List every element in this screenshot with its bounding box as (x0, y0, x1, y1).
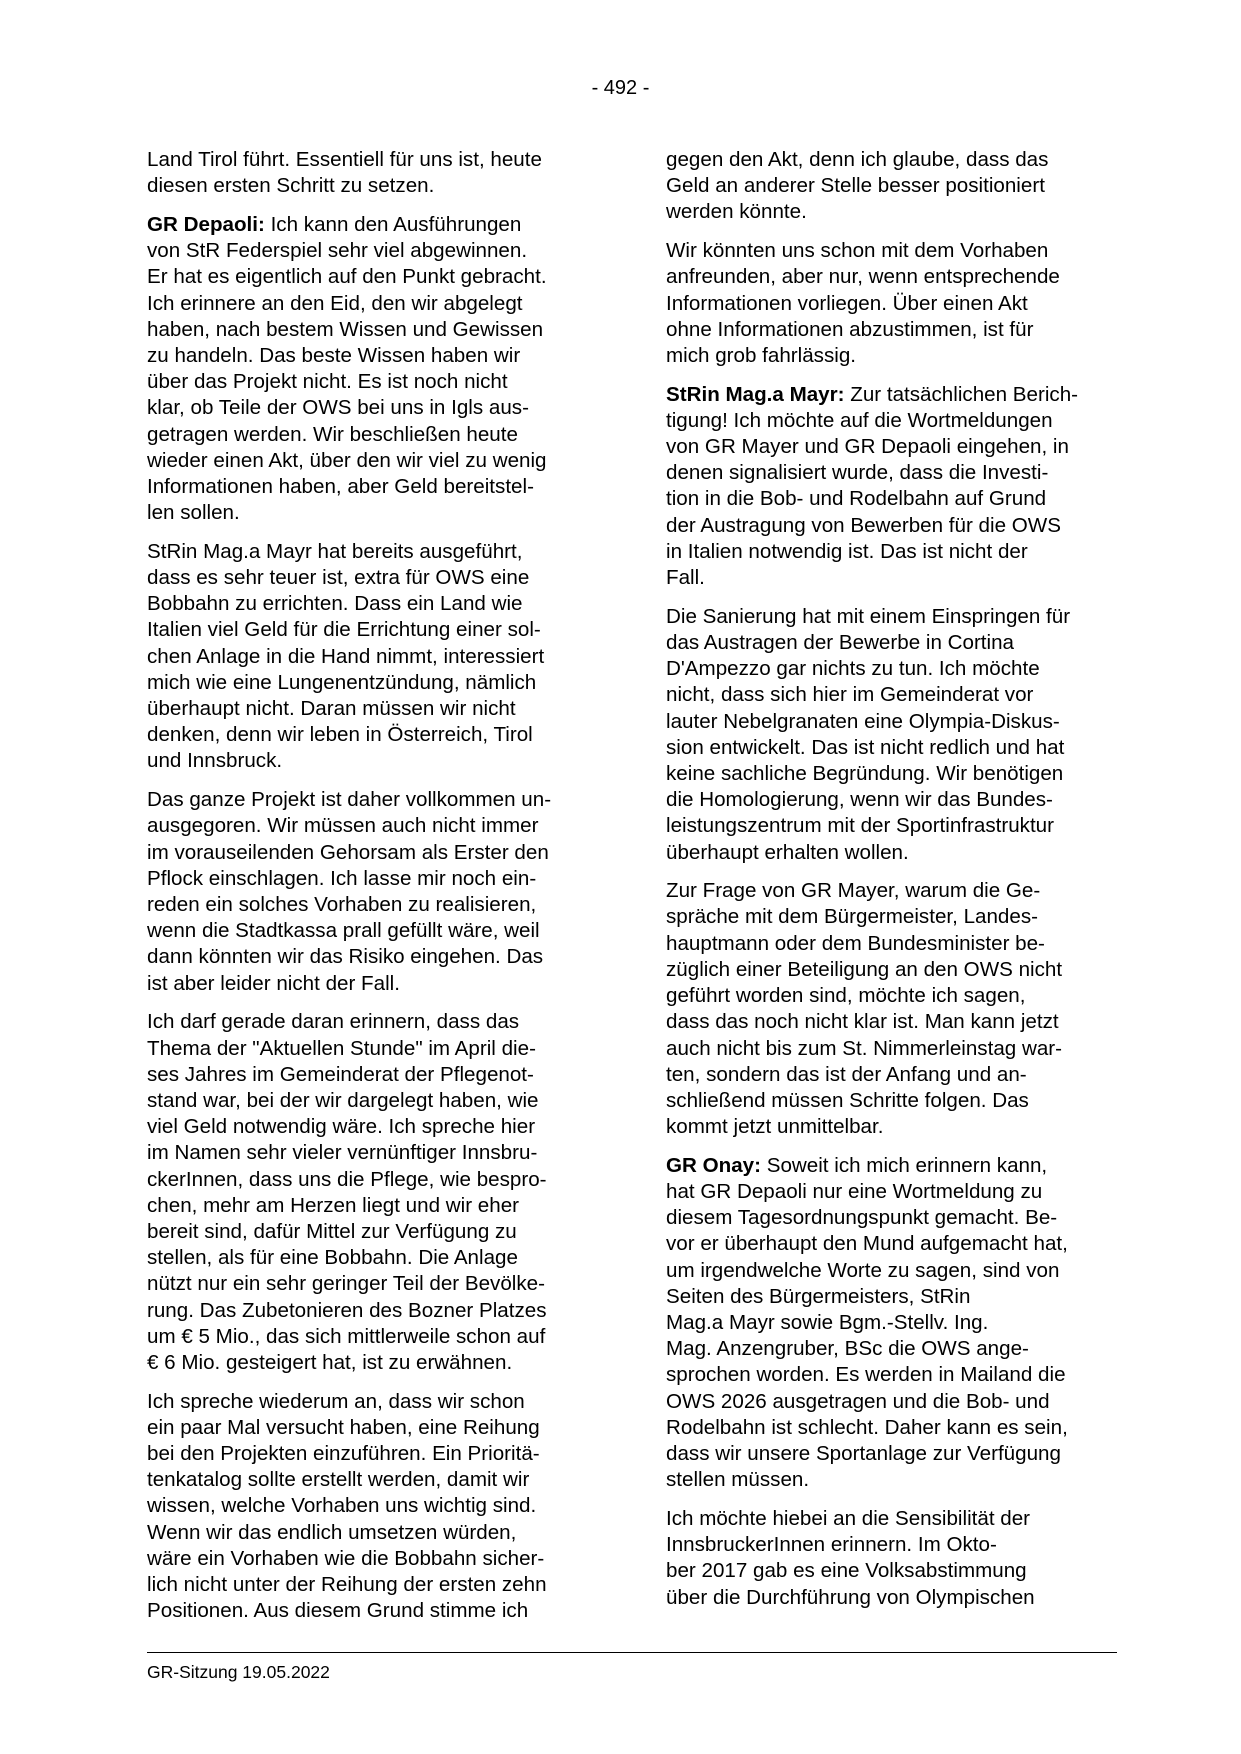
speaker-name: StRin Mag.a Mayr: (666, 382, 845, 406)
paragraph-text: Soweit ich mich erinnern kann, hat GR Depaoli nur eine Wortmeldung zu diesem Tagesordnungspunkt gemacht. Be- vor er überhaupt den Mund aufgemacht hat, um irgendwelche Worte zu sagen, sind von Seiten des Bürgermeisters, StRin Mag.a Mayr sowie Bgm.-Stellv. Ing. Mag. Anzengruber, BSc die OWS ange- sprochen worden. Es werden in Mailand die OWS 2026 ausgetragen und die Bob- und Rodelbahn ist schlecht. Daher kann es sein, dass wir unsere Sportanlage zur Verfügung stellen müssen. (666, 1153, 1068, 1492)
paragraph-text: Ich darf gerade daran erinnern, dass das Thema der "Aktuellen Stunde" im April die- ses Jahres im Gemeinderat der Pflegenot- stand war, bei der wir dargelegt haben, wie viel Geld notwendig wäre. Ich spreche hier im Namen sehr vieler vernünftiger Innsbru- ckerInnen, dass uns die Pflege, wie bespro- chen, mehr am Herzen liegt und wir eher bereit sind, dafür Mittel zur Verfügung zu stellen, als für eine Bobbahn. Die Anlage nützt nur ein sehr geringer Teil der Bevölke- rung. Das Zubetonieren des Bozner Platzes um € 5 Mio., das sich mittlerweile schon auf € 6 Mio. gesteigert hat, ist zu erwähnen. (147, 1010, 547, 1374)
speaker-name: GR Onay: (666, 1153, 761, 1177)
paragraph-text: Ich spreche wiederum an, dass wir schon ein paar Mal versucht haben, eine Reihung bei den Projekten einzuführen. Ein Prioritä- tenkatalog sollte erstellt werden, damit wir wissen, welche Vorhaben uns wichtig sind. Wenn wir das endlich umsetzen würden, wäre ein Vorhaben wie die Bobbahn sicher- lich nicht unter der Reihung der ersten zehn Positionen. Aus diesem Grund stimme ich (147, 1389, 547, 1623)
paragraph (666, 238, 1126, 369)
paragraph-text: Zur Frage von GR Mayer, warum die Ge- spräche mit dem Bürgermeister, Landes- hauptmann oder dem Bundesminister be- züglich einer Beteiligung an den OWS nicht geführt worden sind, möchte ich sagen, dass das noch nicht klar ist. Man kann jetzt auch nicht bis zum St. Nimmerleinstag war- ten, sondern das ist der Anfang und an- schließend müssen Schritte folgen. Das kommt jetzt unmittelbar. (666, 879, 1063, 1139)
paragraph-text: Zur tatsächlichen Berich- tigung! Ich möchte auf die Wortmeldungen von GR Mayer und GR Depaoli eingehen, in denen signalisiert wurde, dass die Investi- tion in die Bob- und Rodelbahn auf Grund der Austragung von Bewerben für die OWS in Italien notwendig ist. Das ist nicht der Fall. (666, 382, 1079, 590)
paragraph-text: Die Sanierung hat mit einem Einspringen für das Austragen der Bewerbe in Cortina D'Ampezzo gar nichts zu tun. Ich möchte nicht, dass sich hier im Gemeinderat vor lauter Nebelgranaten eine Olympia-Diskus- sion entwickelt. Das ist nicht redlich und hat keine sachliche Begründung. Wir benötigen die Homologierung, wenn wir das Bundes- leistungszentrum mit der Sportinfrastruktur überhaupt erhalten wollen. (666, 604, 1071, 864)
paragraph (666, 878, 1126, 1140)
paragraph-text: StRin Mag.a Mayr hat bereits ausgeführt, dass es sehr teuer ist, extra für OWS eine Bobbahn zu errichten. Dass ein Land wie Italien viel Geld für die Errichtung einer sol- chen Anlage in die Hand nimmt, interessiert mich wie eine Lungenentzündung, nämlich überhaupt nicht. Daran müssen wir nicht denken, denn wir leben in Österreich, Tirol und Innsbruck. (147, 539, 545, 773)
paragraph (147, 787, 592, 997)
paragraph (147, 1009, 592, 1376)
paragraph-text: gegen den Akt, denn ich glaube, dass das Geld an anderer Stelle besser positioniert werden könnte. (666, 148, 1049, 224)
paragraph-text: Das ganze Projekt ist daher vollkommen un- ausgegoren. Wir müssen auch nicht immer im vorauseilenden Gehorsam als Erster den Pflock einschlagen. Ich lasse mir noch ein- reden ein solches Vorhaben zu realisieren, wenn die Stadtkassa prall gefüllt wäre, weil dann könnten wir das Risiko eingehen. Das ist aber leider nicht der Fall. (147, 788, 552, 995)
page-number: - 492 - (591, 77, 650, 99)
paragraph-text: Wir könnten uns schon mit dem Vorhaben anfreunden, aber nur, wenn entsprechende Informationen vorliegen. Über einen Akt ohne Informationen abzustimmen, ist für mich grob fahrlässig. (666, 239, 1060, 367)
footer-session-date: GR-Sitzung 19.05.2022 (147, 1662, 330, 1682)
paragraph (666, 382, 1126, 592)
footer-divider (147, 1652, 1117, 1653)
left-column (147, 147, 592, 1637)
paragraph-text: Land Tirol führt. Essentiell für uns ist, heute diesen ersten Schritt zu setzen. (147, 148, 542, 198)
speaker-name: GR Depaoli: (147, 212, 265, 236)
paragraph-text: Ich kann den Ausführungen von StR Federspiel sehr viel abgewinnen. Er hat es eigentlich auf den Punkt gebracht. Ich erinnere an den Eid, den wir abgelegt haben, nach bestem Wissen und Gewissen zu handeln. Das beste Wissen haben wir über das Projekt nicht. Es ist noch nicht klar, ob Teile der OWS bei uns in Igls aus- getragen werden. Wir beschließen heute wieder einen Akt, über den wir viel zu wenig Informationen haben, aber Geld bereitstel- len sollen. (147, 212, 547, 525)
paragraph (147, 147, 592, 199)
paragraph (147, 1389, 592, 1625)
paragraph (666, 147, 1126, 226)
paragraph (147, 539, 592, 775)
paragraph (147, 212, 592, 526)
paragraph (666, 604, 1126, 866)
paragraph-text: Ich möchte hiebei an die Sensibilität der InnsbruckerInnen erinnern. Im Okto- ber 2017 gab es eine Volksabstimmung über die Durchführung von Olympischen (666, 1506, 1035, 1609)
paragraph (666, 1506, 1126, 1611)
right-column (666, 147, 1126, 1623)
paragraph (666, 1153, 1126, 1494)
